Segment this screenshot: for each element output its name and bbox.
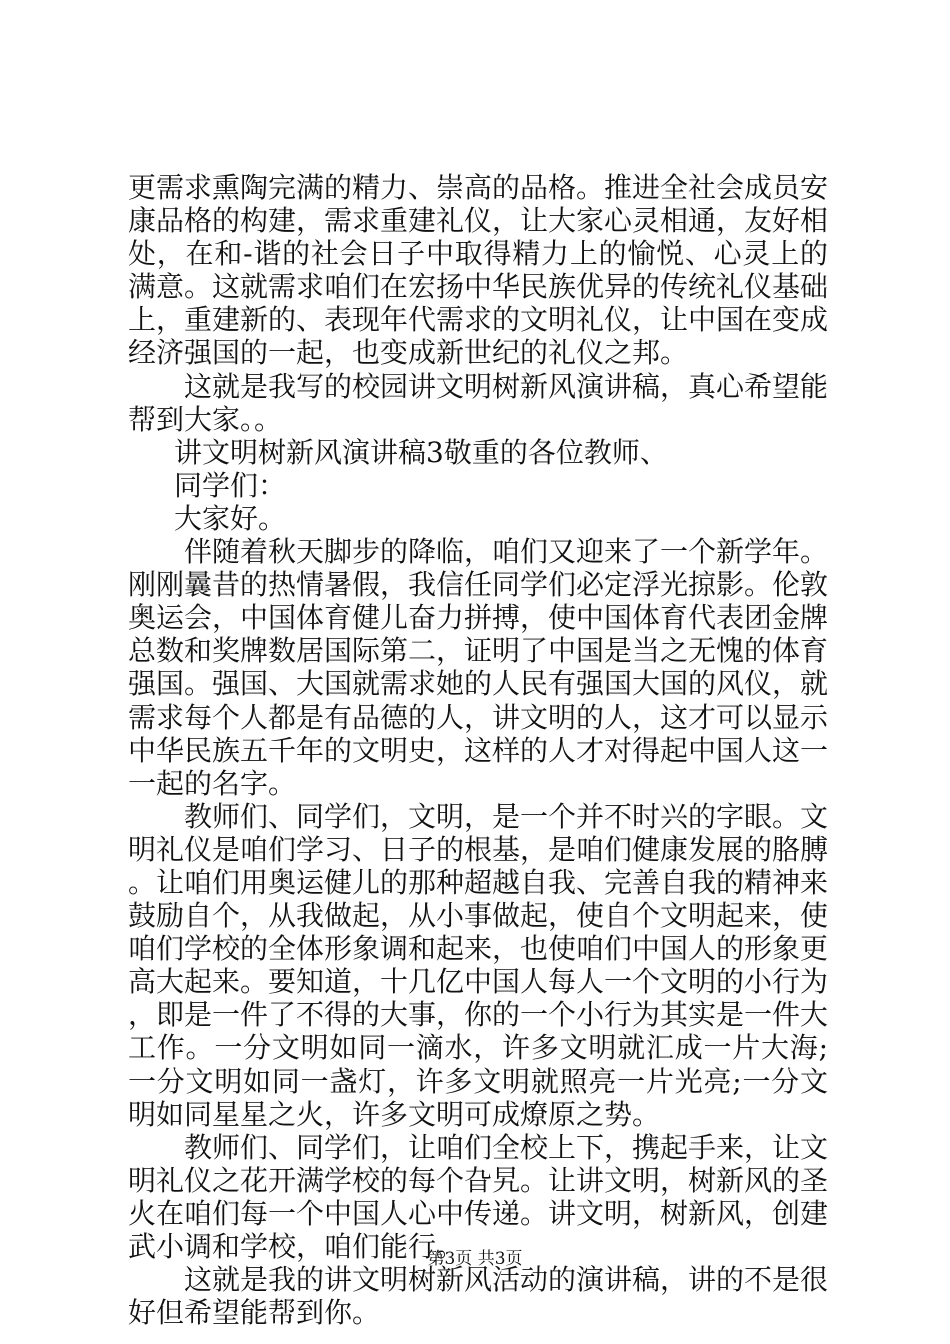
paragraph-9: 这就是我的讲文明树新风活动的演讲稿，讲的不是很好但希望能帮到你。: [128, 1263, 829, 1330]
paragraph-6: 伴随着秋天脚步的降临，咱们又迎来了一个新学年。刚刚曩昔的热情暑假，我信任同学们必定浮光掠影。伦敦奥运会，中国体育健儿奋力拼搏，使中国体育代表团金牌总数和奖牌数居国际第二，证明了中国是当之无愧的体育强国。强国、大国就需求她的人民有强国大国的风仪，就需求每个人都是有品德的人，讲文明的人，这才可以显示中华民族五千年的文明史，这样的人才对得起中国人这一一起的名字。: [128, 535, 829, 800]
paragraph-7: 教师们、同学们，文明，是一个并不时兴的字眼。文明礼仪是咱们学习、日子的根基，是咱们健康发展的胳膊。让咱们用奥运健儿的那种超越自我、完善自我的精神来鼓励自个，从我做起，从小事做起，使自个文明起来，使咱们学校的全体形象调和起来，也使咱们中国人的形象更高大起来。要知道，十几亿中国人每人一个文明的小行为，即是一件了不得的大事，你的一个小行为其实是一件大工作。一分文明如同一滴水，许多文明就汇成一片大海;一分文明如同一盏灯，许多文明就照亮一片光亮;一分文明如同星星之火，许多文明可成燎原之势。: [128, 799, 829, 1131]
page-footer: 第3页 共3页: [427, 1249, 523, 1269]
paragraph-3: 讲文明树新风演讲稿3敬重的各位教师、: [174, 435, 668, 469]
paragraph-4: 同学们：: [174, 468, 287, 502]
paragraph-1: 更需求熏陶完满的精力、崇高的品格。推进全社会成员安康品格的构建，需求重建礼仪，让大家心灵相通，友好相处，在和-谐的社会日子中取得精力上的愉悦、心灵上的满意。这就需求咱们在宏扬中华民族优异的传统礼仪基础上，重建新的、表现年代需求的文明礼仪，让中国在变成经济强国的一起，也变成新世纪的礼仪之邦。: [128, 171, 829, 370]
paragraph-5: 大家好。: [174, 501, 287, 535]
document-body: [128, 171, 828, 1329]
paragraph-8: 教师们、同学们，让咱们全校上下，携起手来，让文明礼仪之花开满学校的每个旮旯。让讲文明，树新风的圣火在咱们每一个中国人心中传递。讲文明，树新风，创建武小调和学校，咱们能行。: [128, 1130, 829, 1263]
paragraph-2: 这就是我写的校园讲文明树新风演讲稿，真心希望能帮到大家。。: [128, 369, 829, 436]
